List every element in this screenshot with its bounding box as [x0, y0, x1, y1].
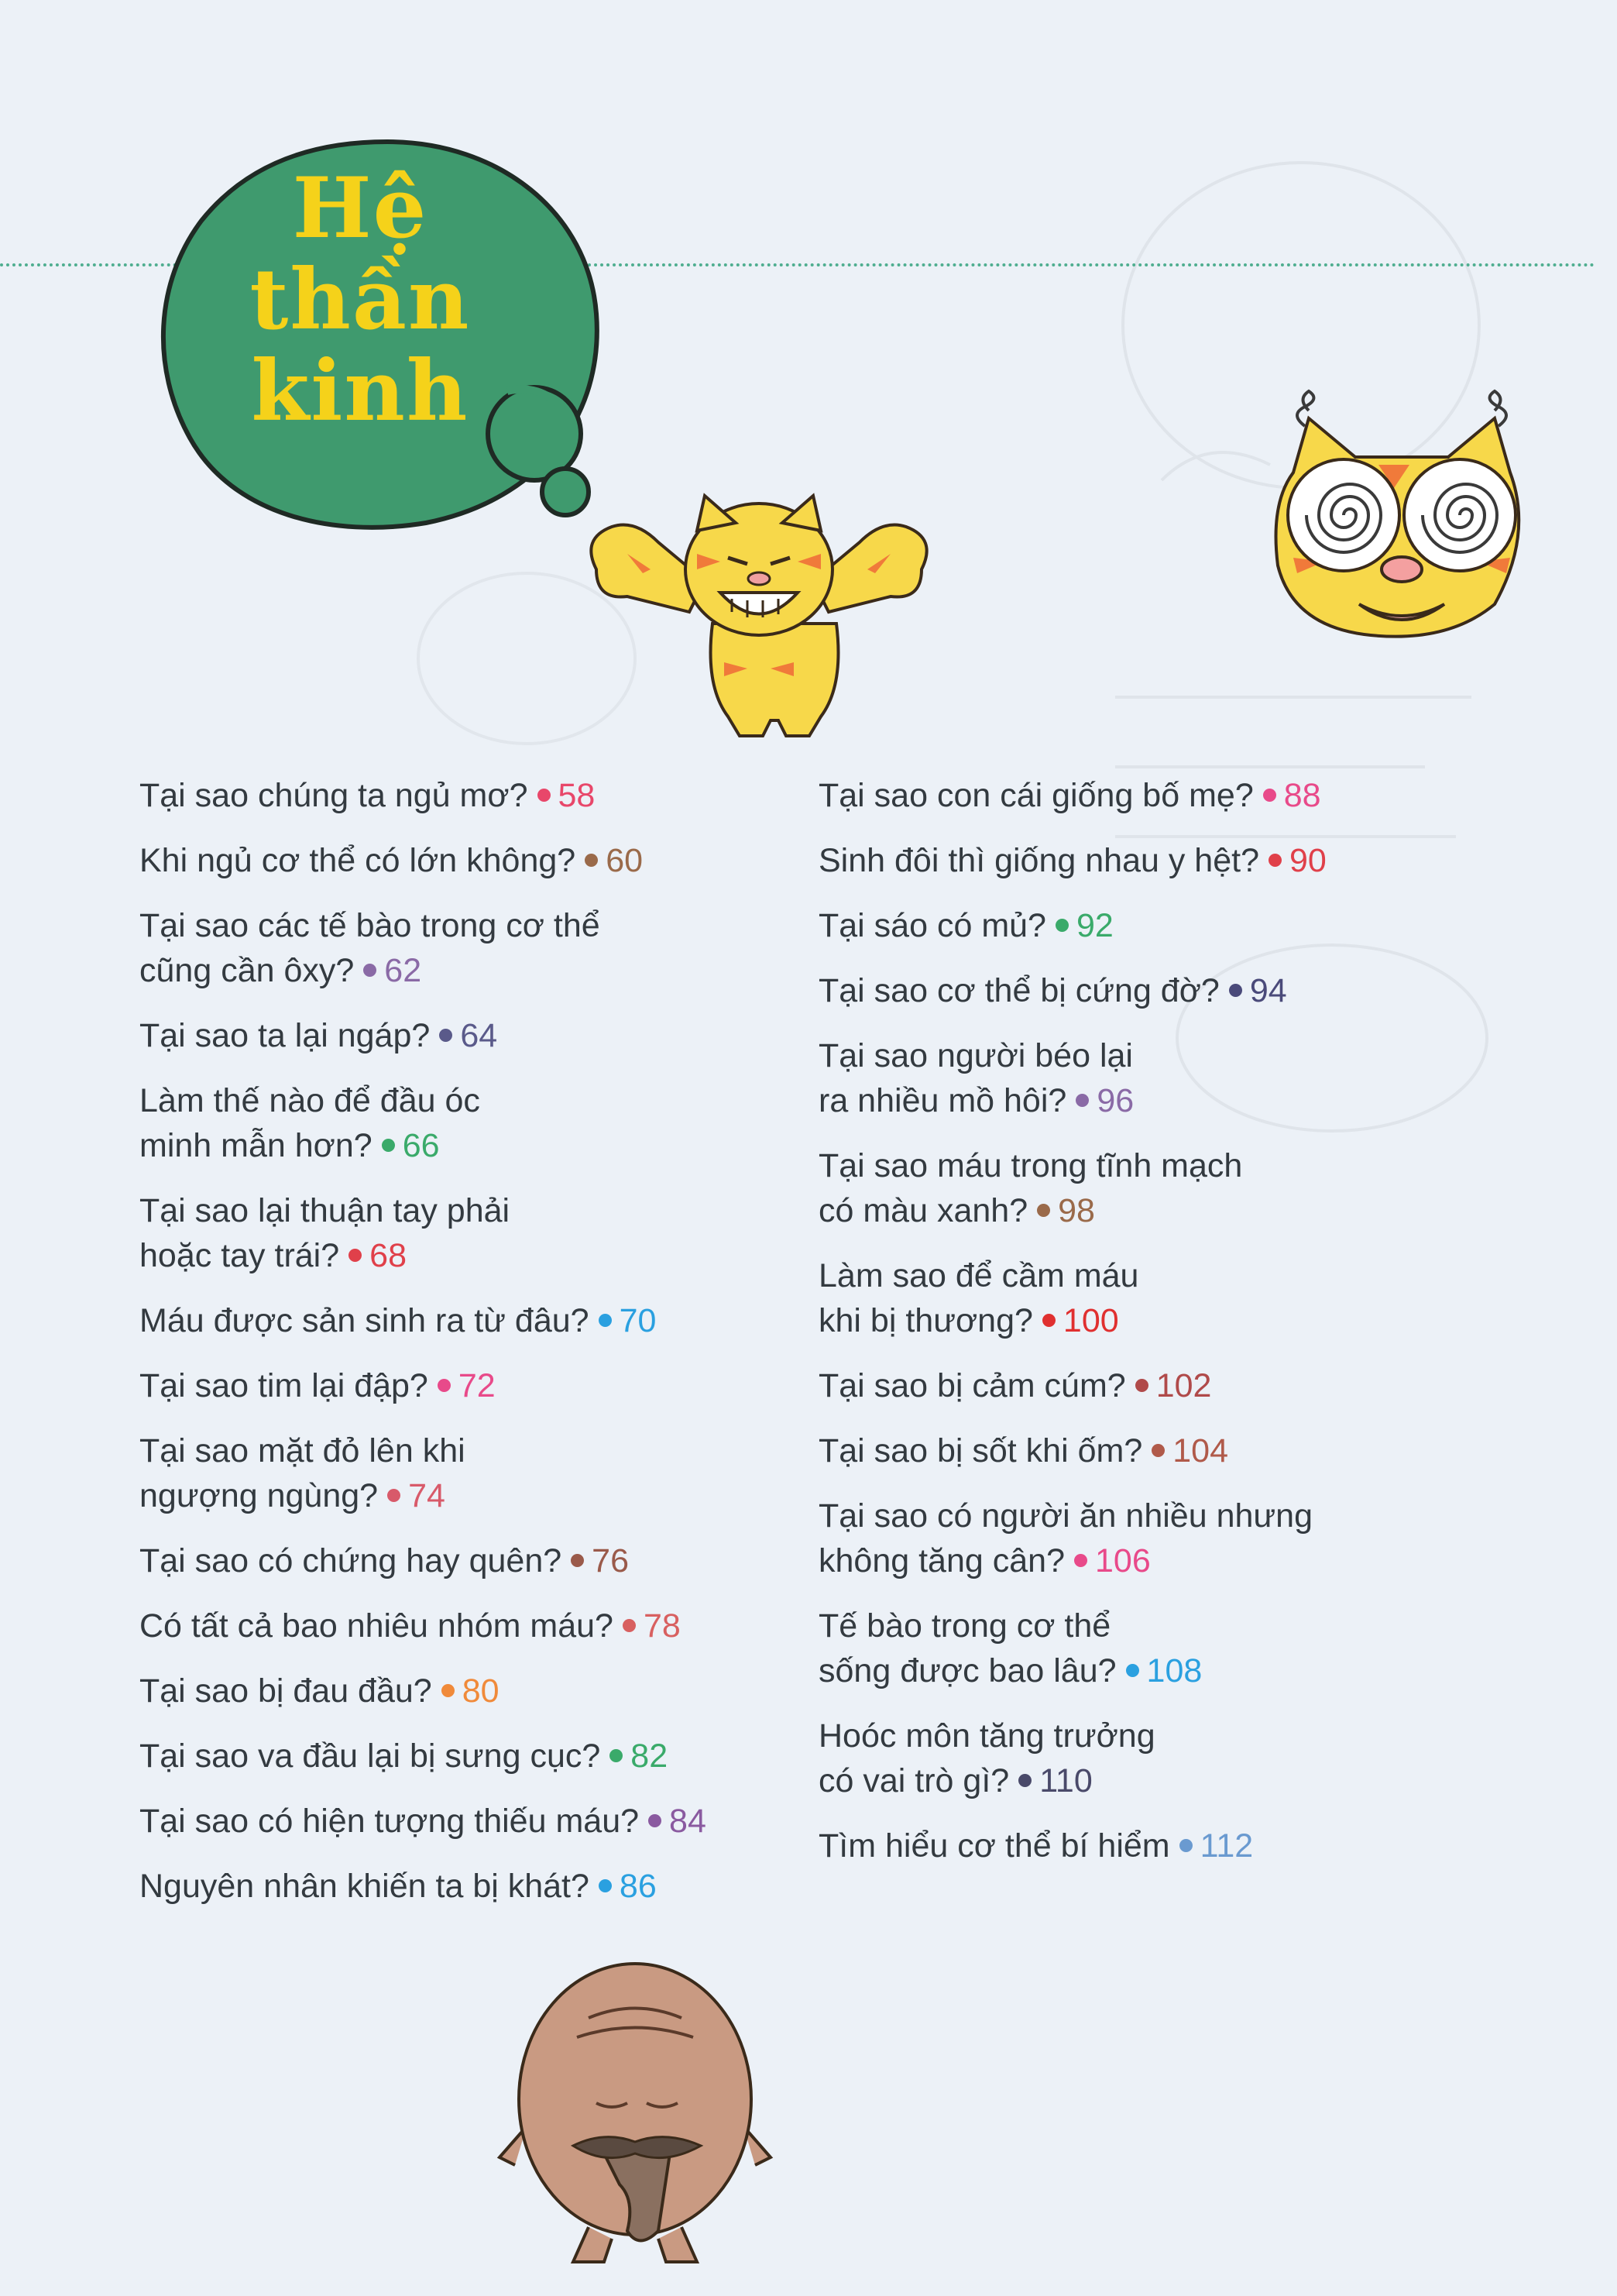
- bullet-dot-icon: [439, 1029, 452, 1042]
- page-number: 78: [643, 1607, 681, 1645]
- toc-entry[interactable]: [139, 1188, 805, 1278]
- title-line-2: thần: [249, 251, 471, 349]
- tiger-cat-illustration: [581, 484, 937, 744]
- page-number: 84: [669, 1803, 706, 1840]
- bullet-dot-icon: [441, 1684, 455, 1697]
- bullet-dot-icon: [1018, 1774, 1032, 1787]
- toc-entry-line: [139, 1428, 805, 1473]
- toc-entry-text: Tế bào trong cơ thể: [819, 1607, 1111, 1645]
- toc-entry-text: Tại sao có người ăn nhiều nhưng: [819, 1497, 1313, 1535]
- bullet-dot-icon: [648, 1814, 661, 1827]
- toc-entry-text: Tại sao mặt đỏ lên khi: [139, 1432, 465, 1469]
- toc-entry[interactable]: [819, 1143, 1516, 1233]
- bullet-dot-icon: [609, 1749, 623, 1762]
- page-number: 94: [1249, 972, 1287, 1009]
- page-number: 104: [1172, 1432, 1228, 1469]
- page-number: 66: [402, 1127, 440, 1164]
- toc-entry-line: [139, 1298, 805, 1343]
- toc-entry-line: [139, 903, 805, 948]
- toc-entry-line: [139, 948, 805, 993]
- page-number: 68: [369, 1237, 407, 1274]
- page-number: 98: [1058, 1192, 1095, 1229]
- toc-entry-line: [819, 1078, 1516, 1123]
- toc-entry-text: Tìm hiểu cơ thể bí hiểm: [819, 1827, 1170, 1865]
- title-line-3: kinh: [251, 342, 469, 440]
- toc-entry-text: Tại sao tim lại đập?: [139, 1367, 428, 1404]
- page-number: 100: [1063, 1302, 1119, 1339]
- toc-entry-line: [139, 1799, 805, 1844]
- toc-entry-text: Làm sao để cầm máu: [819, 1257, 1139, 1294]
- toc-entry-text: Tại sao cơ thể bị cứng đờ?: [819, 972, 1220, 1009]
- bullet-dot-icon: [1269, 854, 1282, 867]
- bullet-dot-icon: [571, 1554, 584, 1567]
- toc-entry-line: [139, 1538, 805, 1583]
- page-number: 112: [1200, 1827, 1254, 1865]
- toc-entry-line: [819, 773, 1516, 818]
- toc-entry-text: Khi ngủ cơ thể có lớn không?: [139, 842, 576, 879]
- bullet-dot-icon: [585, 854, 598, 867]
- toc-entry[interactable]: [819, 1603, 1516, 1693]
- toc-entry-line: [139, 1123, 805, 1168]
- toc-entry-line: [819, 1603, 1516, 1648]
- toc-entry-text: có vai trò gì?: [819, 1762, 1010, 1799]
- toc-entry-line: [139, 1734, 805, 1779]
- toc-entry-text: cũng cần ôxy?: [139, 952, 355, 989]
- toc-entry-text: minh mẫn hơn?: [139, 1127, 372, 1164]
- toc-entry[interactable]: [819, 773, 1516, 818]
- toc-entry-text: Tại sao ta lại ngáp?: [139, 1017, 431, 1054]
- toc-entry[interactable]: [139, 1363, 805, 1408]
- bullet-dot-icon: [387, 1489, 400, 1502]
- toc-entry-text: Tại sao chúng ta ngủ mơ?: [139, 777, 528, 814]
- toc-entry-line: [819, 1188, 1516, 1233]
- toc-entry-line: [819, 1363, 1516, 1408]
- bullet-dot-icon: [1076, 1094, 1089, 1107]
- toc-entry[interactable]: [139, 1013, 805, 1058]
- toc-entry-text: Tại sáo có mủ?: [819, 907, 1046, 944]
- bullet-dot-icon: [1179, 1839, 1193, 1852]
- toc-entry[interactable]: [819, 1363, 1516, 1408]
- toc-entry-text: Tại sao va đầu lại bị sưng cục?: [139, 1737, 601, 1775]
- toc-entry-text: Tại sao máu trong tĩnh mạch: [819, 1147, 1243, 1184]
- bullet-dot-icon: [438, 1379, 451, 1392]
- toc-entry-line: [139, 773, 805, 818]
- page-number: 92: [1076, 907, 1114, 944]
- toc-entry[interactable]: [819, 1428, 1516, 1473]
- toc-entry-text: Sinh đôi thì giống nhau y hệt?: [819, 842, 1259, 879]
- bullet-dot-icon: [1126, 1664, 1139, 1677]
- toc-entry-text: có màu xanh?: [819, 1192, 1028, 1229]
- toc-entry-text: Tại sao bị sốt khi ốm?: [819, 1432, 1143, 1469]
- old-man-illustration: [488, 1948, 782, 2274]
- page-number: 72: [458, 1367, 496, 1404]
- bullet-dot-icon: [623, 1619, 636, 1632]
- toc-entry-line: [139, 1864, 805, 1909]
- toc-entry-line: [139, 1013, 805, 1058]
- toc-entry-line: [819, 1538, 1516, 1583]
- toc-entry[interactable]: [819, 1253, 1516, 1343]
- toc-entry-line: [819, 838, 1516, 883]
- bullet-dot-icon: [382, 1139, 395, 1152]
- toc-entry[interactable]: [819, 1713, 1516, 1803]
- toc-entry-text: Tại sao lại thuận tay phải: [139, 1192, 510, 1229]
- bullet-dot-icon: [1263, 789, 1276, 802]
- toc-entry-line: [819, 1648, 1516, 1693]
- toc-entry-text: Tại sao người béo lại: [819, 1037, 1133, 1074]
- toc-entry-line: [819, 1823, 1516, 1868]
- toc-entry-line: [819, 1713, 1516, 1758]
- toc-entry-text: Tại sao bị đau đầu?: [139, 1672, 432, 1710]
- toc-entry-line: [139, 1233, 805, 1278]
- toc-entry-text: Tại sao bị cảm cúm?: [819, 1367, 1126, 1404]
- toc-right-column: [819, 773, 1516, 1889]
- page-number: 62: [384, 952, 422, 989]
- toc-entry-line: [139, 838, 805, 883]
- toc-entry-text: không tăng cân?: [819, 1542, 1065, 1579]
- toc-entry-text: ngượng ngùng?: [139, 1477, 379, 1514]
- toc-entry-line: [819, 1428, 1516, 1473]
- toc-entry[interactable]: [819, 1493, 1516, 1583]
- section-title: [232, 160, 488, 440]
- toc-entry[interactable]: [139, 1669, 805, 1713]
- page-number: 58: [558, 777, 596, 814]
- toc-entry[interactable]: [139, 1799, 805, 1844]
- toc-entry-text: Máu được sản sinh ra từ đâu?: [139, 1302, 589, 1339]
- toc-entry[interactable]: [139, 838, 805, 883]
- toc-entry-line: [819, 1298, 1516, 1343]
- toc-entry-text: Có tất cả bao nhiêu nhóm máu?: [139, 1607, 613, 1645]
- toc-entry-text: Hoóc môn tăng trưởng: [819, 1717, 1155, 1755]
- toc-entry[interactable]: [819, 1033, 1516, 1123]
- toc-entry-line: [819, 1143, 1516, 1188]
- toc-entry[interactable]: [139, 903, 805, 993]
- toc-entry-text: hoặc tay trái?: [139, 1237, 340, 1274]
- toc-entry[interactable]: [139, 1603, 805, 1648]
- page-number: 108: [1146, 1652, 1203, 1689]
- bullet-dot-icon: [1074, 1554, 1087, 1567]
- page-number: 88: [1283, 777, 1321, 814]
- toc-entry[interactable]: [139, 1298, 805, 1343]
- page-number: 82: [630, 1737, 668, 1775]
- page-number: 76: [592, 1542, 629, 1579]
- bullet-dot-icon: [363, 964, 376, 977]
- toc-entry-text: sống được bao lâu?: [819, 1652, 1117, 1689]
- toc-entry-text: Làm thế nào để đầu óc: [139, 1082, 480, 1119]
- toc-entry[interactable]: [139, 1078, 805, 1168]
- page-number: 86: [619, 1868, 657, 1905]
- bullet-dot-icon: [599, 1879, 612, 1892]
- bullet-dot-icon: [537, 789, 551, 802]
- toc-entry-line: [819, 1253, 1516, 1298]
- toc-entry-text: Tại sao có chứng hay quên?: [139, 1542, 562, 1579]
- toc-entry-text: khi bị thương?: [819, 1302, 1033, 1339]
- toc-entry[interactable]: [139, 773, 805, 818]
- toc-entry-text: Tại sao con cái giống bố mẹ?: [819, 777, 1254, 814]
- bullet-dot-icon: [1229, 984, 1242, 997]
- page-number: 64: [460, 1017, 498, 1054]
- toc-entry[interactable]: [819, 903, 1516, 948]
- toc-left-column: [139, 773, 805, 1929]
- page-number: 96: [1097, 1082, 1135, 1119]
- toc-entry-text: Tại sao có hiện tượng thiếu máu?: [139, 1803, 640, 1840]
- toc-entry-line: [819, 1493, 1516, 1538]
- toc-entry[interactable]: [139, 1428, 805, 1518]
- toc-entry-line: [139, 1188, 805, 1233]
- toc-entry[interactable]: [819, 1823, 1516, 1868]
- page-number: 102: [1155, 1367, 1212, 1404]
- toc-entry-line: [819, 903, 1516, 948]
- page-number: 70: [619, 1302, 657, 1339]
- bullet-dot-icon: [1135, 1379, 1148, 1392]
- page-number: 60: [606, 842, 644, 879]
- bullet-dot-icon: [1152, 1444, 1165, 1457]
- toc-entry-text: Tại sao các tế bào trong cơ thể: [139, 907, 600, 944]
- toc-entry-text: ra nhiều mồ hôi?: [819, 1082, 1067, 1119]
- toc-entry-line: [139, 1078, 805, 1123]
- toc-entry[interactable]: [819, 838, 1516, 883]
- bullet-dot-icon: [1037, 1204, 1050, 1217]
- bullet-dot-icon: [599, 1314, 612, 1327]
- toc-entry-text: Nguyên nhân khiến ta bị khát?: [139, 1868, 589, 1905]
- toc-entry-line: [139, 1363, 805, 1408]
- bullet-dot-icon: [1056, 919, 1069, 932]
- toc-entry-line: [139, 1603, 805, 1648]
- bullet-dot-icon: [1042, 1314, 1056, 1327]
- toc-entry-line: [819, 968, 1516, 1013]
- page-number: 90: [1289, 842, 1327, 879]
- toc-entry-line: [819, 1758, 1516, 1803]
- toc-entry-line: [819, 1033, 1516, 1078]
- toc-entry[interactable]: [139, 1538, 805, 1583]
- toc-entry[interactable]: [139, 1734, 805, 1779]
- toc-entry[interactable]: [819, 968, 1516, 1013]
- page-number: 106: [1095, 1542, 1151, 1579]
- page-number: 110: [1039, 1762, 1093, 1799]
- title-line-1: Hệ: [292, 160, 428, 257]
- bullet-dot-icon: [348, 1249, 362, 1262]
- page-number: 80: [462, 1672, 500, 1710]
- toc-entry-line: [139, 1669, 805, 1713]
- toc-entry-line: [139, 1473, 805, 1518]
- dizzy-cat-illustration: [1262, 380, 1541, 655]
- toc-entry[interactable]: [139, 1864, 805, 1909]
- page-number: 74: [408, 1477, 445, 1514]
